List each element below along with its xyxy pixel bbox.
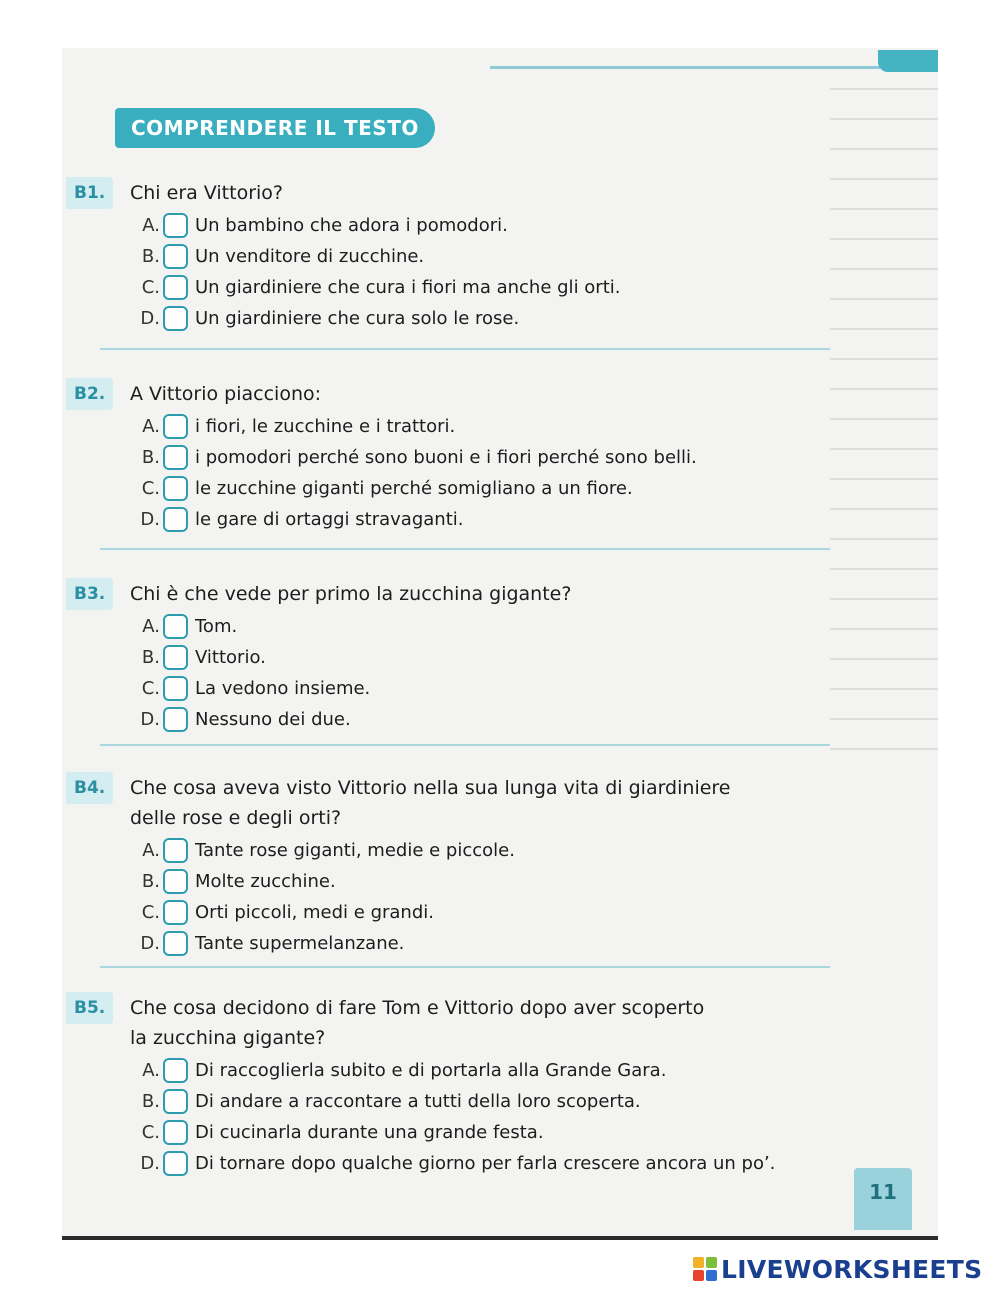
question-text-line: delle rose e degli orti? (130, 807, 342, 829)
option-c (136, 1117, 826, 1148)
option-text: Nessuno dei due. (195, 709, 351, 730)
answer-checkbox[interactable] (163, 476, 188, 501)
option-text: le gare di ortaggi stravaganti. (195, 509, 464, 530)
question-number: B2. (66, 378, 113, 410)
question-text: Chi è che vede per primo la zucchina gigante? (130, 583, 572, 605)
option-a (136, 835, 826, 866)
question-b5 (66, 992, 826, 1179)
answer-checkbox[interactable] (163, 414, 188, 439)
option-letter: D. (140, 933, 160, 954)
question-number: B5. (66, 992, 113, 1024)
option-b (136, 642, 826, 673)
answer-checkbox[interactable] (163, 707, 188, 732)
bleed-through-text (830, 60, 938, 760)
answer-checkbox[interactable] (163, 900, 188, 925)
option-text: Tante supermelanzane. (195, 933, 405, 954)
question-b1 (66, 177, 826, 334)
answer-checkbox[interactable] (163, 614, 188, 639)
option-letter: D. (140, 308, 160, 329)
option-letter: C. (141, 678, 160, 699)
option-text: Un bambino che adora i pomodori. (195, 215, 508, 236)
option-d (136, 303, 826, 334)
option-text: Di tornare dopo qualche giorno per farla crescere ancora un po’. (195, 1153, 776, 1174)
answer-checkbox[interactable] (163, 275, 188, 300)
option-text: Di raccoglierla subito e di portarla alla Grande Gara. (195, 1060, 667, 1081)
option-letter: C. (141, 902, 160, 923)
logo-square (706, 1257, 717, 1268)
options-list (136, 611, 826, 735)
option-d (136, 1148, 826, 1179)
options-list (136, 210, 826, 334)
option-letter: A. (142, 1060, 160, 1081)
logo-square (706, 1270, 717, 1281)
question-text (130, 992, 826, 1053)
option-text: Tom. (195, 616, 238, 637)
question-number: B4. (66, 772, 113, 804)
page-number: 11 (854, 1168, 912, 1230)
divider (100, 966, 830, 968)
option-letter: A. (142, 215, 160, 236)
option-text: le zucchine giganti perché somigliano a un fiore. (195, 478, 633, 499)
corner-tab (878, 50, 938, 72)
option-text: i pomodori perché sono buoni e i fiori perché sono belli. (195, 447, 697, 468)
option-text: Orti piccoli, medi e grandi. (195, 902, 434, 923)
option-text: Di andare a raccontare a tutti della loro scoperta. (195, 1091, 641, 1112)
answer-checkbox[interactable] (163, 244, 188, 269)
option-text: Un giardiniere che cura i fiori ma anche gli orti. (195, 277, 621, 298)
option-text: Molte zucchine. (195, 871, 336, 892)
option-letter: A. (142, 616, 160, 637)
answer-checkbox[interactable] (163, 838, 188, 863)
option-c (136, 673, 826, 704)
option-letter: B. (141, 447, 160, 468)
option-letter: C. (141, 277, 160, 298)
option-letter: D. (140, 709, 160, 730)
option-text: Un venditore di zucchine. (195, 246, 425, 267)
answer-checkbox[interactable] (163, 869, 188, 894)
question-b2 (66, 378, 826, 535)
logo-square (693, 1270, 704, 1281)
answer-checkbox[interactable] (163, 645, 188, 670)
option-text: Un giardiniere che cura solo le rose. (195, 308, 520, 329)
options-list (136, 411, 826, 535)
option-a (136, 1055, 826, 1086)
question-text: Chi era Vittorio? (130, 182, 283, 204)
option-letter: D. (140, 509, 160, 530)
option-d (136, 704, 826, 735)
option-c (136, 897, 826, 928)
answer-checkbox[interactable] (163, 676, 188, 701)
page-bottom-edge (62, 1236, 938, 1240)
option-d (136, 504, 826, 535)
question-text-line: la zucchina gigante? (130, 1027, 326, 1049)
question-text-line: Che cosa aveva visto Vittorio nella sua lunga vita di giardiniere (130, 777, 731, 799)
option-c (136, 473, 826, 504)
option-letter: A. (142, 840, 160, 861)
option-letter: D. (140, 1153, 160, 1174)
option-text: Tante rose giganti, medie e piccole. (195, 840, 515, 861)
option-b (136, 866, 826, 897)
option-letter: C. (141, 1122, 160, 1143)
question-text: A Vittorio piacciono: (130, 383, 322, 405)
question-text (130, 772, 826, 833)
option-b (136, 241, 826, 272)
option-letter: B. (141, 1091, 160, 1112)
option-a (136, 411, 826, 442)
answer-checkbox[interactable] (163, 1151, 188, 1176)
liveworksheets-logo-icon (693, 1257, 717, 1281)
option-letter: B. (141, 647, 160, 668)
option-letter: B. (141, 871, 160, 892)
question-number: B1. (66, 177, 113, 209)
question-text-line: Che cosa decidono di fare Tom e Vittorio dopo aver scoperto (130, 997, 705, 1019)
option-text: i fiori, le zucchine e i trattori. (195, 416, 456, 437)
option-letter: A. (142, 416, 160, 437)
divider (100, 348, 830, 350)
logo-square (693, 1257, 704, 1268)
option-letter: B. (141, 246, 160, 267)
question-number: B3. (66, 578, 113, 610)
option-d (136, 928, 826, 959)
answer-checkbox[interactable] (163, 1058, 188, 1083)
liveworksheets-brand (693, 1254, 982, 1284)
answer-checkbox[interactable] (163, 507, 188, 532)
option-text: La vedono insieme. (195, 678, 371, 699)
answer-checkbox[interactable] (163, 1089, 188, 1114)
answer-checkbox[interactable] (163, 931, 188, 956)
option-c (136, 272, 826, 303)
top-rule (490, 66, 880, 69)
option-a (136, 611, 826, 642)
options-list (136, 1055, 826, 1179)
options-list (136, 835, 826, 959)
option-b (136, 1086, 826, 1117)
option-a (136, 210, 826, 241)
option-text: Vittorio. (195, 647, 266, 668)
answer-checkbox[interactable] (163, 1120, 188, 1145)
divider (100, 548, 830, 550)
option-letter: C. (141, 478, 160, 499)
answer-checkbox[interactable] (163, 306, 188, 331)
question-b4 (66, 772, 826, 959)
section-title: COMPRENDERE IL TESTO (115, 108, 435, 148)
answer-checkbox[interactable] (163, 445, 188, 470)
divider (100, 744, 830, 746)
answer-checkbox[interactable] (163, 213, 188, 238)
option-text: Di cucinarla durante una grande festa. (195, 1122, 544, 1143)
question-b3 (66, 578, 826, 735)
option-b (136, 442, 826, 473)
brand-name: LIVEWORKSHEETS (721, 1254, 983, 1284)
